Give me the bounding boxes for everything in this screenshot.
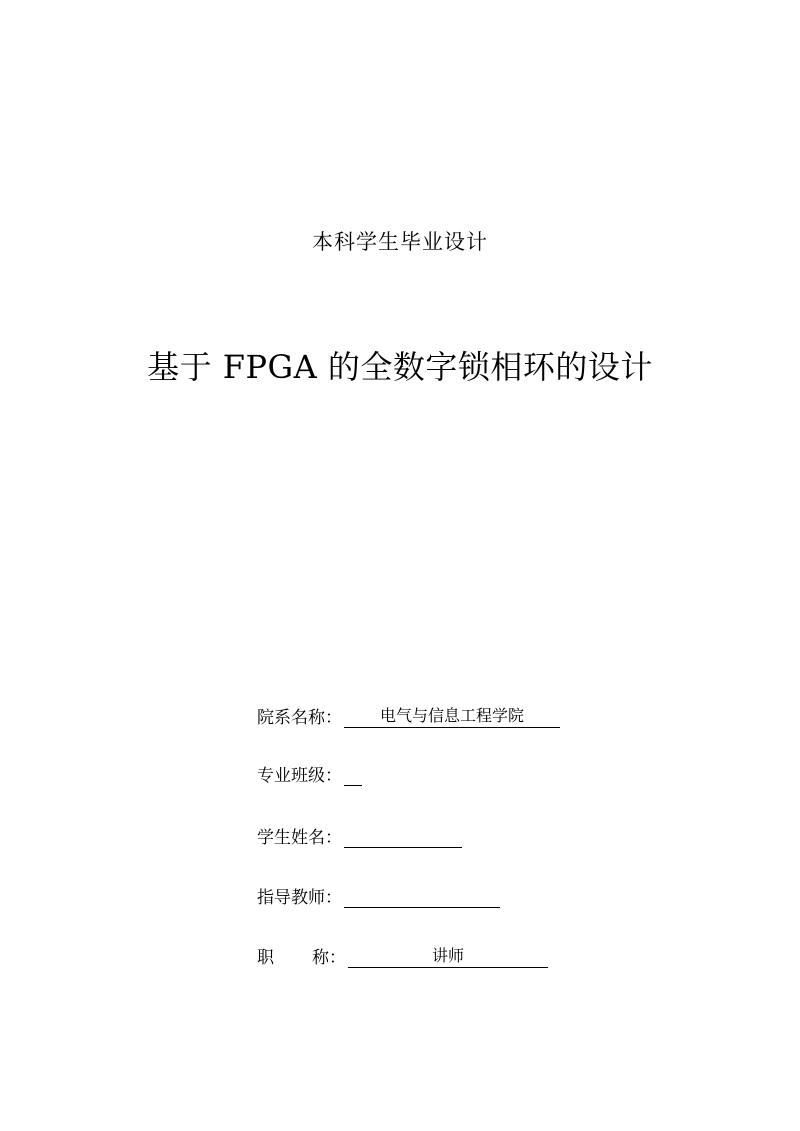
- major-class-value: [344, 763, 362, 786]
- advisor-label: 指导教师：: [257, 888, 342, 908]
- advisor-row: [257, 880, 500, 908]
- thesis-title: 基于 FPGA 的全数字锁相环的设计: [147, 348, 653, 386]
- title-rank-value: 讲师: [348, 945, 548, 968]
- department-row: [257, 700, 560, 728]
- student-name-value: [344, 825, 462, 848]
- department-value: 电气与信息工程学院: [344, 705, 560, 728]
- title-rank-label-second: 称：: [312, 948, 346, 968]
- title-rank-label-first: 职: [257, 948, 274, 968]
- major-class-row: [257, 758, 362, 786]
- major-class-label: 专业班级：: [257, 766, 342, 786]
- department-label: 院系名称：: [257, 708, 342, 728]
- title-rank-label: [257, 943, 346, 968]
- student-name-label: 学生姓名：: [257, 828, 342, 848]
- document-type: 本科学生毕业设计: [312, 230, 488, 254]
- title-rank-row: [257, 940, 548, 968]
- student-name-row: [257, 820, 462, 848]
- advisor-value: [344, 885, 500, 908]
